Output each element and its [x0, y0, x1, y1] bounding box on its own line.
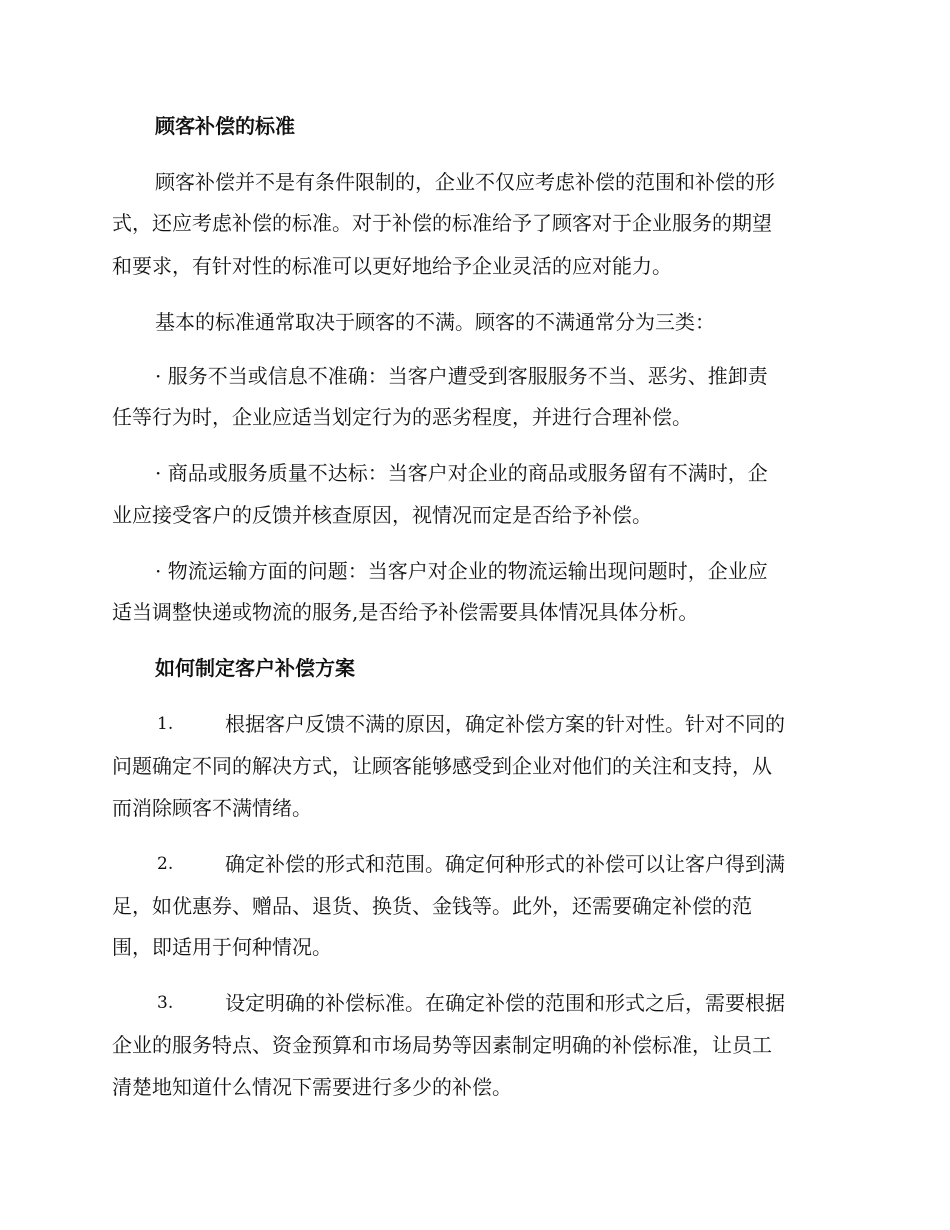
- paragraph-line: 式，还应考虑补偿的标准。对于补偿的标准给予了顾客对于企业服务的期望: [112, 211, 772, 235]
- list-item-line: 足，如优惠券、赠品、退货、换货、金钱等。此外，还需要确定补偿的范: [112, 894, 752, 918]
- list-item-line: 企业的服务特点、资金预算和市场局势等因素制定明确的补偿标准，让员工: [112, 1033, 772, 1057]
- paragraph-line: 基本的标准通常取决于顾客的不满。顾客的不满通常分为三类：: [155, 310, 715, 334]
- list-item-line: 而消除顾客不满情绪。: [112, 796, 312, 820]
- list-number: 2.: [157, 854, 174, 874]
- list-item-line: 围，即适用于何种情况。: [112, 935, 332, 959]
- bullet-item-line: 任等行为时，企业应适当划定行为的恶劣程度，并进行合理补偿。: [112, 405, 692, 429]
- list-item-line: 根据客户反馈不满的原因，确定补偿方案的针对性。针对不同的: [225, 712, 785, 736]
- bullet-item-line: 业应接受客户的反馈并核查原因，视情况而定是否给予补偿。: [112, 503, 652, 527]
- list-item-line: 问题确定不同的解决方式，让顾客能够感受到企业对他们的关注和支持，从: [112, 754, 772, 778]
- list-item-line: 设定明确的补偿标准。在确定补偿的范围和形式之后，需要根据: [225, 991, 785, 1015]
- section-heading-compensation-plan: 如何制定客户补偿方案: [155, 656, 355, 680]
- paragraph-line: 顾客补偿并不是有条件限制的，企业不仅应考虑补偿的范围和补偿的形: [155, 170, 775, 194]
- bullet-item-line: · 服务不当或信息不准确：当客户遭受到客服服务不当、恶劣、推卸责: [155, 364, 768, 388]
- bullet-item-line: 适当调整快递或物流的服务,是否给予补偿需要具体情况具体分析。: [112, 600, 699, 624]
- list-item-line: 确定补偿的形式和范围。确定何种形式的补偿可以让客户得到满: [225, 852, 785, 876]
- bullet-item-line: · 物流运输方面的问题：当客户对企业的物流运输出现问题时，企业应: [155, 559, 768, 583]
- list-item-line: 清楚地知道什么情况下需要进行多少的补偿。: [112, 1075, 512, 1099]
- list-number: 3.: [157, 993, 174, 1013]
- paragraph-line: 和要求，有针对性的标准可以更好地给予企业灵活的应对能力。: [112, 254, 672, 278]
- section-heading-compensation-standard: 顾客补偿的标准: [155, 114, 295, 138]
- bullet-item-line: · 商品或服务质量不达标：当客户对企业的商品或服务留有不满时，企: [155, 461, 768, 485]
- list-number: 1.: [157, 714, 174, 734]
